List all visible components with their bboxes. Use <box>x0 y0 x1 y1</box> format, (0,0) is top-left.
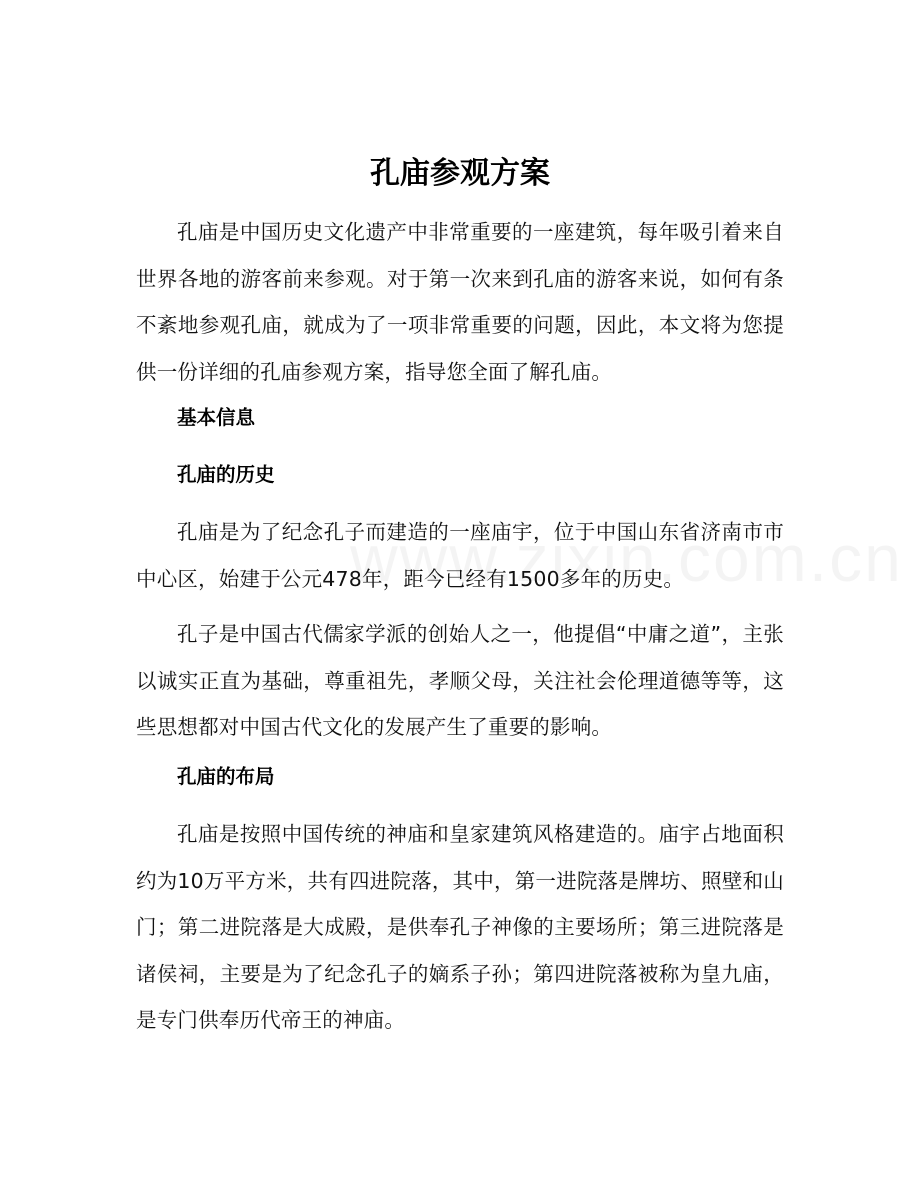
history-paragraph-2: 孔子是中国古代儒家学派的创始人之一，他提倡“中庸之道”，主张以诚实正直为基础，尊重祖先，孝顺父母，关注社会伦理道德等等，这些思想都对中国古代文化的发展产生了重要的影响。 <box>136 622 784 739</box>
document-title: 孔庙参观方案 <box>370 156 550 191</box>
section-heading-layout: 孔庙的布局 <box>177 765 275 788</box>
layout-paragraph-1: 孔庙是按照中国传统的神庙和皇家建筑风格建造的。庙宇占地面积约为10万平方米，共有四进院落，其中，第一进院落是牌坊、照壁和山门；第二进院落是大成殿，是供奉孔子神像的主要场所；第三进院落是诸侯祠，主要是为了纪念孔子的嫡系子孙；第四进院落被称为皇九庙，是专门供奉历代帝王的神庙。 <box>136 822 784 1032</box>
section-heading-basic-info: 基本信息 <box>177 406 256 429</box>
intro-paragraph: 孔庙是中国历史文化遗产中非常重要的一座建筑，每年吸引着来自世界各地的游客前来参观。对于第一次来到孔庙的游客来说，如何有条不紊地参观孔庙，就成为了一项非常重要的问题，因此，本文将为您提供一份详细的孔庙参观方案，指导您全面了解孔庙。 <box>136 220 784 384</box>
section-heading-history: 孔庙的历史 <box>177 463 275 486</box>
history-paragraph-1: 孔庙是为了纪念孔子而建造的一座庙宇，位于中国山东省济南市市中心区，始建于公元478年，距今已经有1500多年的历史。 <box>136 520 784 591</box>
